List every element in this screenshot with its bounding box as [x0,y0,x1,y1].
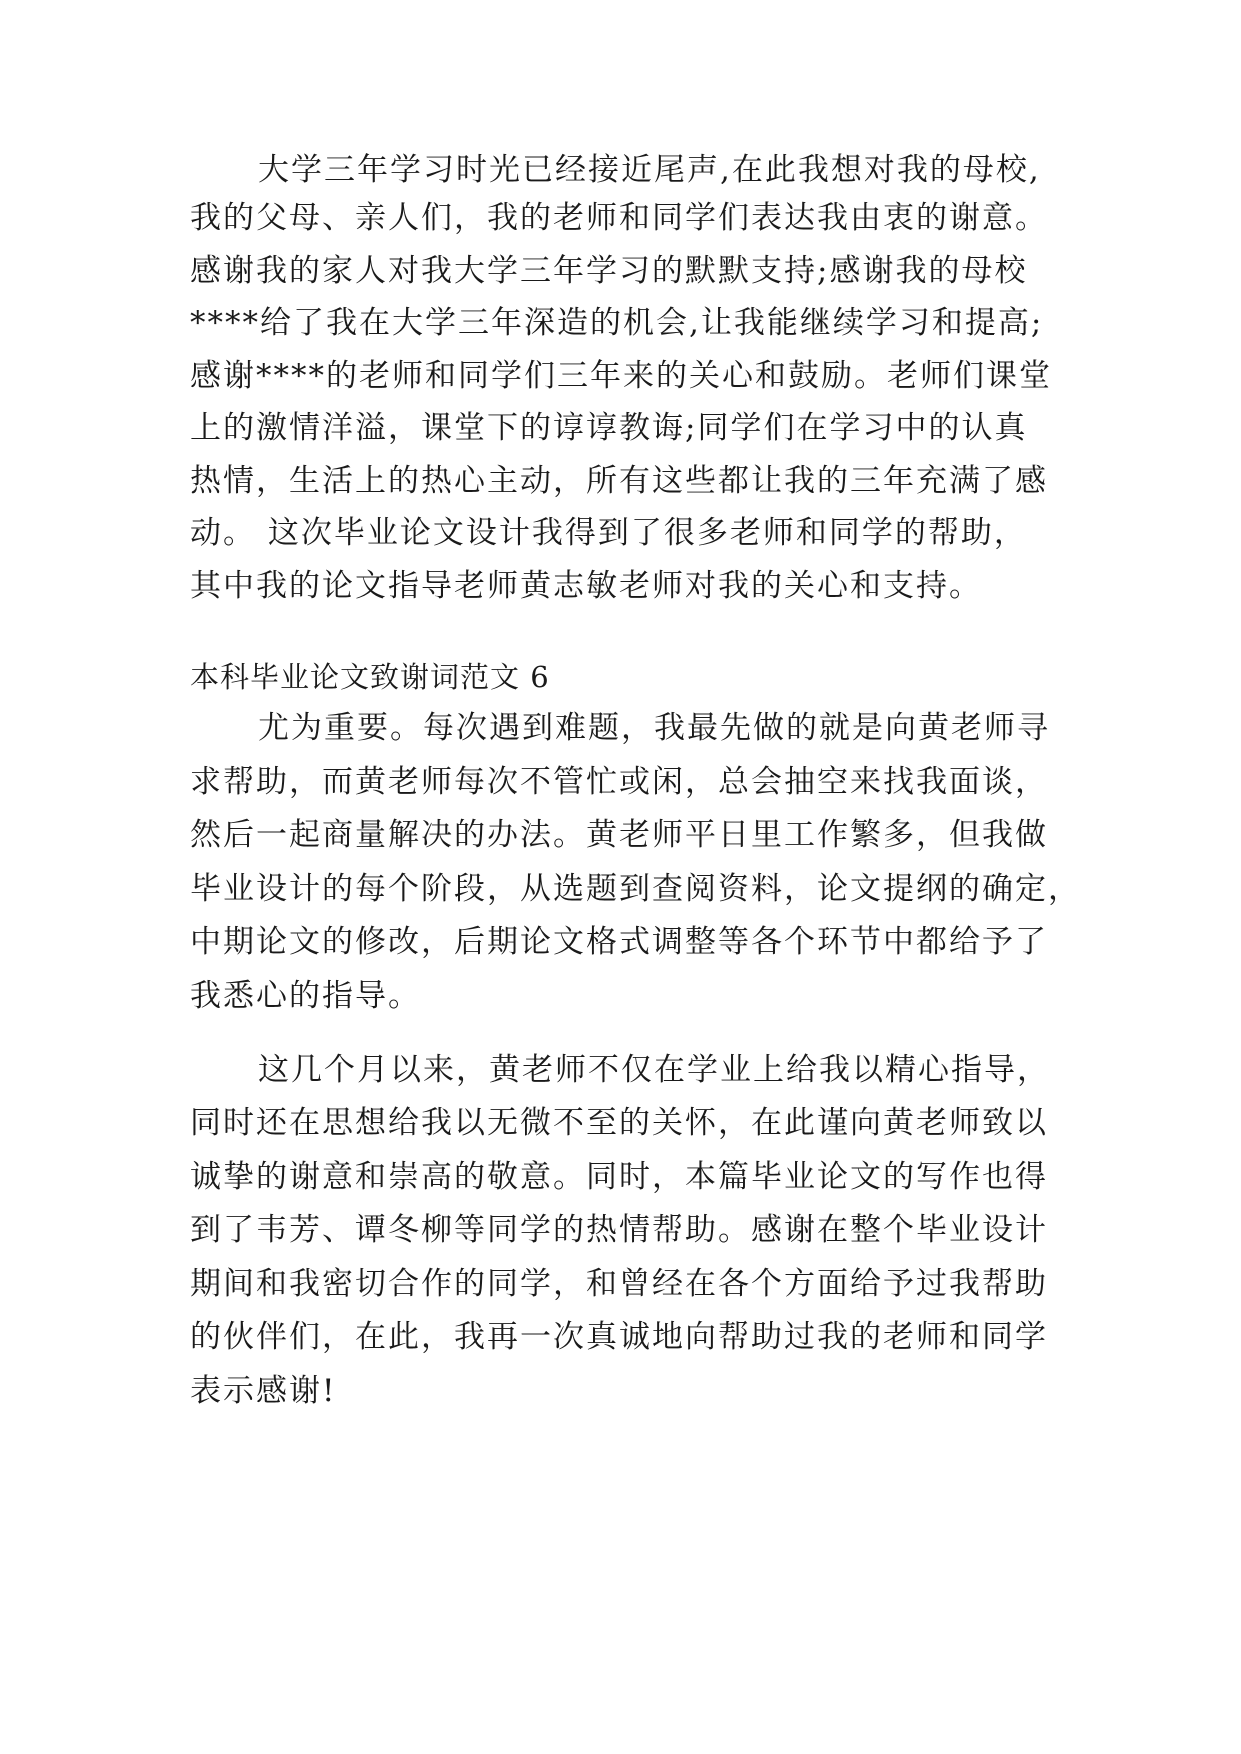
paragraph-line: 到了韦芳、谭冬柳等同学的热情帮助。感谢在整个毕业设计 [190,1212,1048,1248]
paragraph-line: 其中我的论文指导老师黄志敏老师对我的关心和支持。 [190,568,982,604]
paragraph-line: 诚挚的谢意和崇高的敬意。同时，本篇毕业论文的写作也得 [190,1159,1048,1195]
paragraph-line: 的伙伴们，在此，我再一次真诚地向帮助过我的老师和同学 [190,1319,1048,1355]
paragraph-line: 感谢我的家人对我大学三年学习的默默支持;感谢我的母校 [190,253,1028,289]
section-title: 本科毕业论文致谢词范文 6 [190,660,550,694]
paragraph-line: 热情，生活上的热心主动，所有这些都让我的三年充满了感 [190,463,1048,499]
paragraph-line: 上的激情洋溢，课堂下的谆谆教诲;同学们在学习中的认真 [190,410,1028,446]
paragraph-line: 中期论文的修改，后期论文格式调整等各个环节中都给予了 [190,924,1048,960]
paragraph-line: 然后一起商量解决的办法。黄老师平日里工作繁多，但我做 [190,817,1048,853]
paragraph-line: 求帮助，而黄老师每次不管忙或闲，总会抽空来找我面谈， [190,764,1048,800]
paragraph-line: 我的父母、亲人们，我的老师和同学们表达我由衷的谢意。 [190,200,1048,236]
paragraph-line: 尤为重要。每次遇到难题，我最先做的就是向黄老师寻 [258,710,1050,746]
paragraph-line: 这几个月以来，黄老师不仅在学业上给我以精心指导， [258,1052,1050,1088]
paragraph-line: 动。 这次毕业论文设计我得到了很多老师和同学的帮助， [190,515,1027,551]
paragraph-line: 大学三年学习时光已经接近尾声,在此我想对我的母校, [258,152,1041,188]
paragraph-line: 毕业设计的每个阶段，从选题到查阅资料，论文提纲的确定， [190,871,1081,907]
paragraph-line: 我悉心的指导。 [190,978,421,1014]
paragraph-line: 期间和我密切合作的同学，和曾经在各个方面给予过我帮助 [190,1266,1048,1302]
paragraph-line: 同时还在思想给我以无微不至的关怀，在此谨向黄老师致以 [190,1105,1048,1141]
paragraph-line: ****给了我在大学三年深造的机会,让我能继续学习和提高; [190,305,1044,341]
paragraph-line: 感谢****的老师和同学们三年来的关心和鼓励。老师们课堂 [190,358,1052,394]
paragraph-line: 表示感谢! [190,1373,337,1409]
